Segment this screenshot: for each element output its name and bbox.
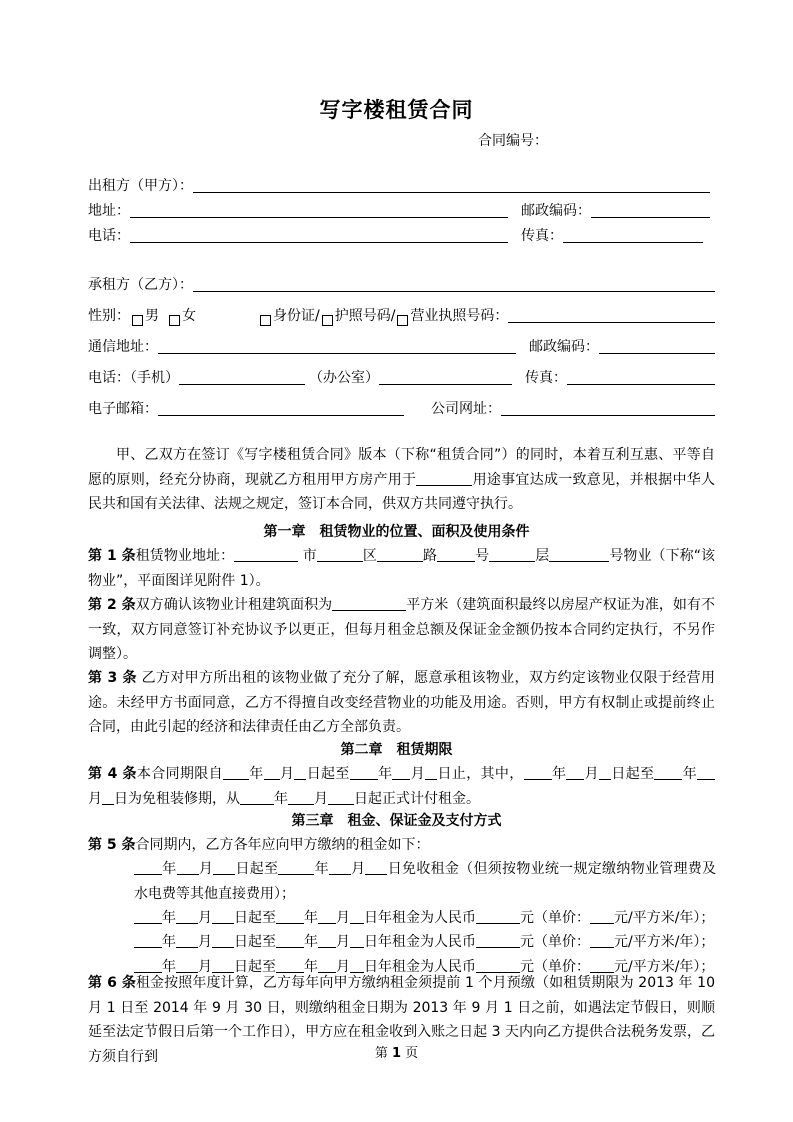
year-label: 年: [304, 934, 318, 950]
lessor-phone-label: 电话：: [88, 228, 130, 244]
year-label: 年: [551, 766, 567, 782]
year-label: 年: [304, 959, 318, 975]
free-rent-text: 日免收租金（但须按物业统一规定缴纳物业管理费及水电费等其他直接费用）；: [134, 861, 717, 902]
passport-checkbox[interactable]: [322, 315, 333, 326]
lessor-name-label: 出租方（甲方）：: [88, 178, 193, 194]
number-label: 号: [475, 548, 490, 564]
day-from-label: 日起至: [611, 766, 655, 782]
document-title: 写字楼租赁合同: [319, 98, 474, 122]
yuan-label: 元（单价：: [520, 959, 590, 975]
year-label: 年: [377, 766, 393, 782]
rent2-unit-price-blank[interactable]: [590, 934, 614, 948]
rent1-day-to-blank[interactable]: [350, 910, 364, 924]
lessor-postcode-field[interactable]: [591, 202, 710, 218]
lessor-address-row: [88, 198, 710, 220]
rent-line-free: [134, 857, 716, 906]
article-2-label: 第 2 条: [88, 597, 136, 613]
lessee-office-label: （办公室）: [309, 370, 379, 386]
district-label: 区: [362, 548, 377, 564]
start-year-blank[interactable]: [223, 766, 249, 780]
lessee-website-field[interactable]: [501, 400, 715, 416]
day-from-label: 日起至: [306, 766, 350, 782]
business-license-checkbox[interactable]: [397, 315, 408, 326]
rent1-year-to-blank[interactable]: [276, 910, 304, 924]
rent2-month-to-blank[interactable]: [318, 934, 336, 948]
year-label: 年: [162, 959, 176, 975]
floor-blank[interactable]: [489, 548, 535, 562]
month-label: 月: [410, 766, 426, 782]
lessee-postcode-label: 邮政编码：: [529, 339, 599, 355]
month-label: 月: [279, 766, 295, 782]
district-blank[interactable]: [317, 548, 363, 562]
lessee-name-row: [88, 272, 715, 294]
chapter-2-heading: 第二章 租赁期限: [340, 742, 453, 758]
rent-line-2: [134, 930, 716, 955]
page-number: 1: [391, 1046, 402, 1061]
article-1: [88, 544, 715, 593]
rent1-day-from-blank[interactable]: [212, 910, 234, 924]
lessor-fax-label: 传真：: [521, 228, 563, 244]
free-month-to-blank[interactable]: [329, 861, 351, 875]
rent-start-label: 日起正式计付租金。: [354, 790, 480, 807]
year-label: 年: [314, 861, 329, 877]
lessee-postcode-field[interactable]: [599, 338, 715, 354]
free-month-from-blank[interactable]: [177, 861, 199, 875]
year-label: 年: [248, 766, 264, 782]
article-2: [88, 593, 715, 667]
rent2-day-from-blank[interactable]: [212, 934, 234, 948]
yuan-label: 元（单价：: [520, 934, 590, 950]
lessor-phone-row: [88, 223, 703, 245]
article-3-text: 乙方对甲方所出租的该物业做了充分了解，愿意承租该物业，双方约定该物业仅限于经营用途。未经甲方书面同意，乙方不得擅自改变经营物业的功能及用途。否则，甲方有权制止或提前终止合同，由此引起的经济和法律责任由乙方全部负责。: [88, 670, 715, 735]
unit-price-label: 元/平方米/年）；: [614, 910, 715, 926]
lessor-postcode-label: 邮政编码：: [521, 203, 591, 219]
article-1-label: 第 1 条: [88, 548, 136, 564]
article-5-label: 第 5 条: [88, 837, 136, 853]
month-label: 月: [584, 766, 599, 782]
lessor-name-row: [88, 173, 710, 195]
unit-price-label: 元/平方米/年）；: [614, 959, 715, 975]
floor-label: 层: [535, 548, 550, 564]
lessee-website-label: 公司网址：: [431, 401, 501, 417]
business-license-label: 营业执照号码：: [410, 308, 509, 324]
lessee-email-row: [88, 396, 715, 418]
lessee-email-label: 电子邮箱：: [88, 401, 158, 417]
month-label: 月: [336, 910, 350, 926]
day-from-label: 日起至: [235, 861, 279, 877]
id-card-label: 身份证/: [273, 308, 320, 324]
lessee-office-field[interactable]: [379, 370, 512, 385]
city-label: 市: [298, 548, 317, 564]
rent1-amount-blank[interactable]: [476, 910, 520, 924]
rent-text: 日年租金为人民币: [364, 934, 476, 950]
page-footer: [0, 1042, 793, 1061]
year-label: 年: [162, 861, 177, 877]
article-6-text: 租金按照年度计算，乙方每年向甲方缴纳租金须提前 1 个月预缴（如租赁期限为 2013 年 10 月 1 日至 2014 年 9 月 30 日，则缴纳租金日期为 2013 年 9 月 1 日之前，如遇法定节假日，则顺延至法定节假日后第一个工作日），甲方应在租金收到入账之日起 3 天内向乙方提供合法税务发票，乙方须自行到: [88, 975, 715, 1065]
month-label: 月: [198, 910, 212, 926]
rent2-amount-blank[interactable]: [476, 934, 520, 948]
free-end-year-blank[interactable]: [654, 766, 682, 780]
month-label: 月: [88, 790, 102, 807]
month-label: 月: [198, 934, 212, 950]
rent-text: 日年租金为人民币: [364, 959, 476, 975]
page-prefix: 第: [374, 1046, 392, 1061]
lessee-gender-label: 性别：: [88, 308, 130, 324]
day-from-label: 日起至: [234, 910, 276, 926]
lessee-fax-field[interactable]: [567, 369, 715, 385]
lessee-name-field[interactable]: [193, 276, 715, 292]
year-label: 年: [162, 934, 176, 950]
article-4-label: 第 4 条: [88, 766, 137, 782]
rent-start-day-blank[interactable]: [328, 791, 354, 805]
free-year-from-blank[interactable]: [134, 861, 162, 875]
intro-text-2: 用途事宜达成一致意见，并根据中华人民共和国有关法律、法规之规定，签订本合同，供双方共同遵守执行。: [88, 471, 716, 512]
unit-price-label: 元/平方米/年）；: [614, 934, 715, 950]
day-from-label: 日起至: [234, 959, 276, 975]
rent1-year-from-blank[interactable]: [134, 910, 162, 924]
free-start-month-blank[interactable]: [566, 766, 584, 780]
usage-blank[interactable]: [416, 472, 472, 486]
lessee-address-field[interactable]: [158, 339, 516, 354]
intro-text-1: 甲、乙双方在签订《写字楼租赁合同》版本（下称“租赁合同”）的同时，本着互利互惠、平等自愿的原则，经充分协商，现就乙方租用甲方房产用于: [88, 447, 715, 488]
start-day-blank[interactable]: [294, 766, 306, 780]
female-checkbox[interactable]: [169, 315, 180, 326]
passport-label: 护照号码/: [334, 308, 396, 324]
free-end-month-blank[interactable]: [697, 766, 715, 780]
male-checkbox[interactable]: [132, 315, 143, 326]
month-label: 月: [198, 959, 212, 975]
lessee-gender-id-row: [88, 303, 715, 325]
intro-paragraph: [88, 443, 715, 517]
lessee-mobile-label: 电话：（手机）: [88, 370, 179, 386]
free-day-to-blank[interactable]: [365, 861, 387, 875]
number-blank[interactable]: [437, 548, 475, 562]
article-5: [88, 833, 715, 858]
lessee-email-field[interactable]: [158, 401, 404, 416]
start-month-blank[interactable]: [264, 766, 280, 780]
free-end-day-blank[interactable]: [102, 791, 114, 805]
year-label: 年: [682, 766, 698, 782]
free-start-day-blank[interactable]: [599, 766, 611, 780]
rent2-month-from-blank[interactable]: [176, 934, 198, 948]
end-year-blank[interactable]: [350, 766, 378, 780]
unit-label: 号物业（下称“该物业”，平面图详见附件 1）。: [88, 548, 716, 589]
page-suffix: 页: [401, 1046, 419, 1061]
free-year-to-blank[interactable]: [278, 861, 314, 875]
lessor-address-label: 地址：: [88, 203, 130, 219]
lessee-mobile-field[interactable]: [179, 370, 305, 385]
article-6-label: 第 6 条: [88, 975, 136, 991]
end-month-blank[interactable]: [392, 766, 410, 780]
lessee-phone-row: [88, 365, 715, 387]
month-label: 月: [336, 934, 350, 950]
free-day-from-blank[interactable]: [213, 861, 235, 875]
contract-number-label: 合同编号：: [478, 133, 548, 149]
day-from-label: 日起至: [234, 934, 276, 950]
rent-text: 日年租金为人民币: [364, 910, 476, 926]
lessee-address-row: [88, 334, 715, 356]
month-label: 月: [314, 790, 328, 807]
road-blank[interactable]: [377, 548, 423, 562]
rent2-year-to-blank[interactable]: [276, 934, 304, 948]
lessee-address-label: 通信地址：: [88, 339, 158, 355]
chapter-1-heading: 第一章 租赁物业的位置、面积及使用条件: [263, 524, 530, 540]
article-2-text-2: 平方米（建筑面积最终以房屋产权证为准，如有不一致，双方同意签订补充协议予以更正，但每月租金总额及保证金金额仍按本合同约定执行，不另作调整）。: [88, 597, 715, 662]
article-3-label: 第 3 条: [88, 670, 137, 686]
rent-line-1: [134, 906, 716, 931]
rent2-day-to-blank[interactable]: [350, 934, 364, 948]
month-label: 月: [336, 959, 350, 975]
female-label: 女: [182, 308, 196, 324]
year-label: 年: [274, 790, 288, 807]
lessee-name-label: 承租方（乙方）：: [88, 277, 193, 293]
rent1-month-to-blank[interactable]: [318, 910, 336, 924]
rent1-unit-price-blank[interactable]: [590, 910, 614, 924]
rent1-month-from-blank[interactable]: [176, 910, 198, 924]
free-period-label: 日为免租装修期，从: [114, 790, 240, 807]
month-label: 月: [350, 861, 366, 877]
year-label: 年: [304, 910, 318, 926]
day-end-label: 日止，其中，: [437, 766, 524, 782]
lessor-name-field[interactable]: [193, 177, 710, 193]
year-label: 年: [162, 910, 176, 926]
article-4: [88, 762, 715, 811]
lessor-phone-field[interactable]: [130, 228, 508, 243]
rent-start-month-blank[interactable]: [288, 791, 314, 805]
lessor-address-field[interactable]: [130, 203, 508, 218]
id-card-checkbox[interactable]: [260, 315, 271, 326]
male-label: 男: [145, 308, 159, 324]
article-3: [88, 666, 715, 740]
lessee-id-field[interactable]: [508, 307, 715, 323]
article-4-text: 本合同期限自: [136, 766, 223, 782]
end-day-blank[interactable]: [425, 766, 437, 780]
lessor-fax-field[interactable]: [563, 227, 703, 243]
free-start-year-blank[interactable]: [524, 766, 552, 780]
road-label: 路: [422, 548, 438, 564]
rent-start-year-blank[interactable]: [240, 791, 274, 805]
article-1-text: 租赁物业地址：: [135, 548, 235, 564]
lessee-fax-label: 传真：: [525, 370, 567, 386]
rent2-year-from-blank[interactable]: [134, 934, 162, 948]
article-5-text: 合同期内，乙方各年应向甲方缴纳的租金如下：: [135, 837, 430, 853]
unit-blank[interactable]: [549, 548, 609, 562]
area-blank[interactable]: [332, 597, 406, 611]
month-label: 月: [198, 861, 214, 877]
article-2-text-1: 双方确认该物业计租建筑面积为: [135, 597, 333, 613]
city-blank[interactable]: [234, 548, 298, 562]
chapter-3-heading: 第三章 租金、保证金及支付方式: [291, 813, 502, 829]
yuan-label: 元（单价：: [520, 910, 590, 926]
